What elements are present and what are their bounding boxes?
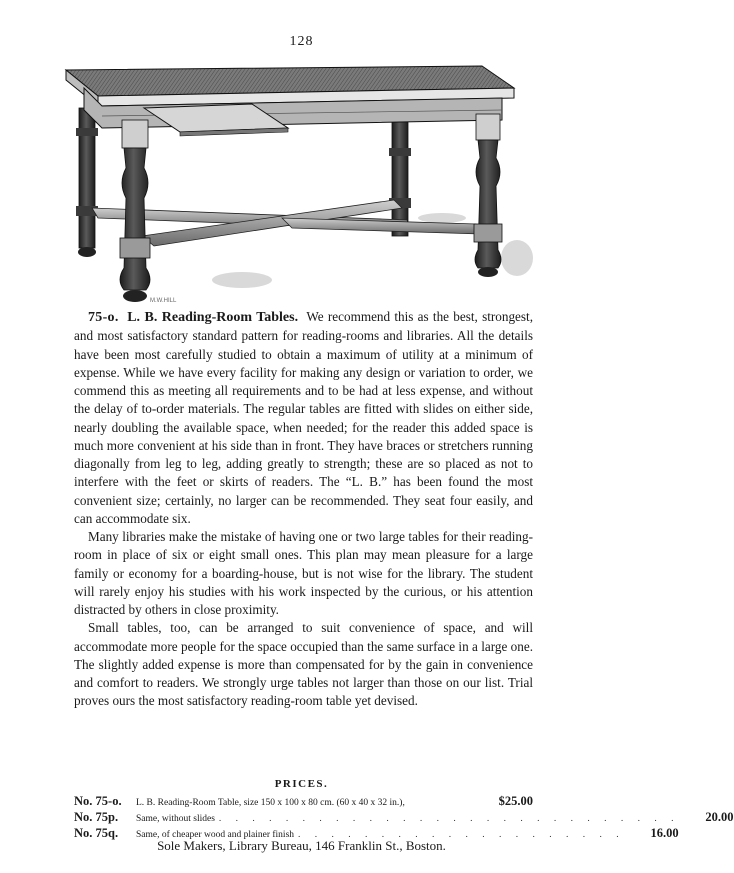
paragraph-text: We recommend this as the best, strongest, and most satisfactory standard pattern for reading-rooms and libraries. All the details have been most carefully studied to obtain a maximum of utility at a minimum of expense. While we have every facility for making any design or variation to order, we commend this as meeting all requirements and to be had at less expense, and without the delay of to-order materials. The regular tables are fitted with slides on either side, nearly doubling the available space, when needed; for the reader this added space is much more convenient at his side than in front. They have braces or stretchers running diagonally from leg to leg, adding greatly to strength; these are so placed as not to interfere with the feet or skirts of readers. The “L. B.” has been found the most convenient size; certainly, no larger can be recommended. They seat four easily, and can accommodate six.: [74, 309, 533, 526]
price-leader-dots: . . . . . . . . . . . . . . . . . . . .: [298, 830, 625, 840]
price-code: No. 75q.: [74, 826, 119, 840]
price-code: No. 75-o.: [74, 794, 122, 808]
item-title: L. B. Reading-Room Tables.: [127, 310, 299, 325]
price-list: [74, 794, 734, 842]
front-legs: [120, 114, 502, 302]
table-top: [66, 66, 514, 128]
price-leader-dots: . . . . . . . . . . . . . . . . . . . . . . . . . . . .: [218, 814, 680, 824]
table-illustration: [62, 58, 532, 310]
price-amount: $25.00: [498, 794, 533, 808]
artist-signature: M.W.HILL: [150, 298, 177, 304]
price-description: Same, of cheaper wood and plainer finish: [136, 830, 295, 840]
paragraph-2: Many libraries make the mistake of having one or two large tables for their reading-room in place of six or eight small ones. This plan may mean pleasure for a large family or economy for a boarding-house, but is not wise for the library. The student will rarely enjoy his studies with his work inspected by the curious, or his attention distracted by others in close proximity.: [74, 529, 533, 617]
price-row: [74, 794, 533, 810]
footer-makers-line: Sole Makers, Library Bureau, 146 Franklin St., Boston.: [157, 838, 446, 853]
price-code: No. 75p.: [74, 810, 119, 824]
prices-heading: PRICES.: [274, 778, 329, 790]
price-description: Same, without slides: [136, 814, 215, 824]
price-row: [74, 810, 734, 826]
price-description: L. B. Reading-Room Table, size 150 x 100 x 80 cm. (60 x 40 x 32 in.),: [136, 798, 405, 808]
price-amount: 16.00: [650, 826, 679, 840]
page-number: 128: [289, 34, 314, 49]
item-code: 75-o.: [88, 310, 119, 325]
price-amount: 20.00: [705, 810, 734, 824]
description-body: [74, 308, 533, 711]
paragraph-3: Small tables, too, can be arranged to suit convenience of space, and will accommodate more people for the space occupied than the same surface in a large one. The slightly added expense is more than compensated for by the gain in convenience and comfort to readers. We strongly urge tables not larger than those on our list. Trial proves ours the most satisfactory reading-room table yet devised.: [74, 620, 533, 709]
paragraph-1: [74, 308, 533, 528]
